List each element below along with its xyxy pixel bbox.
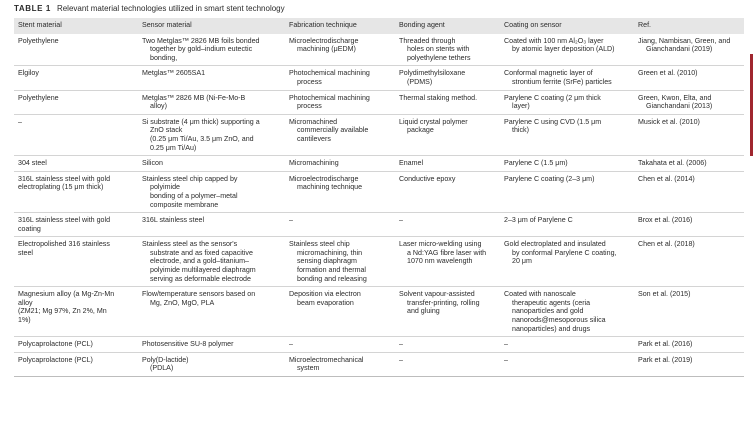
- sensor-material-cell: [138, 114, 285, 155]
- cell-line: Poly(D-lactide): [142, 355, 189, 364]
- cell-line: Gianchandani (2019): [646, 45, 713, 54]
- cell-line: steel: [18, 248, 33, 257]
- stent-material-cell: [14, 352, 138, 376]
- sensor-material-cell: [138, 156, 285, 172]
- cell-line: –: [504, 340, 508, 349]
- cell-line: Si substrate (4 μm thick) supporting a: [142, 117, 260, 126]
- cell-line: Stainless steel chip capped by: [142, 174, 238, 183]
- cell-line: therapeutic agents (ceria: [512, 298, 591, 307]
- cell-line: serving as deformable electrode: [150, 274, 251, 283]
- coating-cell: [500, 213, 634, 237]
- cell-line: alloy: [18, 298, 33, 307]
- cell-line: Thermal staking method.: [399, 93, 478, 102]
- cell-line: 304 steel: [18, 159, 47, 168]
- cell-line: Takahata et al. (2006): [638, 159, 707, 168]
- cell-line: Musick et al. (2010): [638, 117, 700, 126]
- cell-line: by conformal Parylene C coating,: [512, 248, 617, 257]
- cell-line: Park et al. (2019): [638, 355, 693, 364]
- bonding-agent-cell: [395, 114, 500, 155]
- bonding-agent-cell: [395, 287, 500, 337]
- sensor-material-cell: [138, 352, 285, 376]
- cell-line: cantilevers: [297, 134, 331, 143]
- bonding-agent-cell: [395, 34, 500, 66]
- coating-cell: [500, 156, 634, 172]
- materials-table: [14, 18, 744, 377]
- cell-line: Conductive epoxy: [399, 174, 456, 183]
- stent-material-cell: [14, 237, 138, 287]
- ref-cell: [634, 237, 744, 287]
- ref-cell: [634, 352, 744, 376]
- cell-line: coating: [18, 224, 41, 233]
- column-header-ref: Ref.: [634, 18, 744, 34]
- cell-line: nanoparticles and gold: [512, 307, 584, 316]
- cell-line: process: [297, 77, 322, 86]
- ref-cell: [634, 337, 744, 353]
- ref-cell: [634, 156, 744, 172]
- bonding-agent-cell: [395, 337, 500, 353]
- cell-line: 1%): [18, 316, 31, 325]
- cell-line: formation and thermal: [297, 266, 367, 275]
- column-header-coating-on-sensor: Coating on sensor: [500, 18, 634, 34]
- cell-line: 316L stainless steel with gold: [18, 216, 111, 225]
- cell-line: Son et al. (2015): [638, 290, 691, 299]
- cell-line: Polyethylene: [18, 93, 59, 102]
- coating-cell: [500, 171, 634, 212]
- cell-line: Magnesium alloy (a Mg-Zn-Mn: [18, 290, 115, 299]
- cell-line: 1070 nm wavelength: [407, 257, 473, 266]
- cell-line: thick): [512, 126, 529, 135]
- cell-line: polyimide multilayered diaphragm: [150, 266, 256, 275]
- cell-line: (PDMS): [407, 77, 433, 86]
- bonding-agent-cell: [395, 90, 500, 114]
- cell-line: –: [289, 340, 293, 349]
- cell-line: Threaded through: [399, 36, 456, 45]
- table-row: [14, 34, 744, 66]
- cell-line: (PDLA): [150, 364, 174, 373]
- stent-material-cell: [14, 171, 138, 212]
- coating-cell: [500, 352, 634, 376]
- fabrication-cell: [285, 213, 395, 237]
- fabrication-cell: [285, 114, 395, 155]
- table-body: [14, 34, 744, 377]
- cell-line: Mg, ZnO, MgO, PLA: [150, 298, 215, 307]
- cell-line: 316L stainless steel with gold: [18, 174, 111, 183]
- cell-line: Solvent vapour-assisted: [399, 290, 475, 299]
- column-header-fabrication-technique: Fabrication technique: [285, 18, 395, 34]
- cell-line: Stainless steel chip: [289, 240, 350, 249]
- cell-line: Chen et al. (2018): [638, 240, 695, 249]
- cell-line: Polyethylene: [18, 36, 59, 45]
- column-header-bonding-agent: Bonding agent: [395, 18, 500, 34]
- sensor-material-cell: [138, 34, 285, 66]
- cell-line: machining (μEDM): [297, 45, 356, 54]
- cell-line: (0.25 μm Ti/Au, 3.5 μm ZnO, and: [150, 134, 254, 143]
- bonding-agent-cell: [395, 66, 500, 90]
- stent-material-cell: [14, 337, 138, 353]
- cell-line: strontium ferrite (SrFe) particles: [512, 77, 612, 86]
- cell-line: Deposition via electron: [289, 290, 361, 299]
- cell-line: polyimide: [150, 183, 180, 192]
- cell-line: bonding,: [150, 53, 178, 62]
- stent-material-cell: [14, 114, 138, 155]
- coating-cell: [500, 66, 634, 90]
- cell-line: –: [18, 117, 22, 126]
- coating-cell: [500, 34, 634, 66]
- table-title: Relevant material technologies utilized in smart stent technology: [56, 4, 285, 13]
- cell-line: Photochemical machining: [289, 69, 370, 78]
- fabrication-cell: [285, 337, 395, 353]
- cell-line: Green et al. (2010): [638, 69, 698, 78]
- cell-line: system: [297, 364, 320, 373]
- fabrication-cell: [285, 237, 395, 287]
- table-label: TABLE 1: [14, 4, 51, 13]
- bonding-agent-cell: [395, 352, 500, 376]
- cell-line: Gianchandani (2013): [646, 102, 713, 111]
- cell-line: Jiang, Nambisan, Green, and: [638, 36, 731, 45]
- ref-cell: [634, 66, 744, 90]
- sensor-material-cell: [138, 66, 285, 90]
- cell-line: (ZM21; Mg 97%, Zn 2%, Mn: [18, 307, 107, 316]
- cell-line: Enamel: [399, 159, 424, 168]
- table-row: [14, 90, 744, 114]
- ref-cell: [634, 287, 744, 337]
- cell-line: commercially available: [297, 126, 369, 135]
- cell-line: Two Metglas™ 2826 MB foils bonded: [142, 36, 260, 45]
- cell-line: Polydimethylsiloxane: [399, 69, 466, 78]
- bonding-agent-cell: [395, 237, 500, 287]
- cell-line: sensing diaphragm: [297, 257, 357, 266]
- fabrication-cell: [285, 66, 395, 90]
- cell-line: substrate and as fixed capacitive: [150, 248, 253, 257]
- cell-line: Polycaprolactone (PCL): [18, 340, 93, 349]
- cell-line: process: [297, 102, 322, 111]
- table-row: [14, 213, 744, 237]
- stent-material-cell: [14, 287, 138, 337]
- cell-line: together by gold–indium eutectic: [150, 45, 253, 54]
- cell-line: beam evaporation: [297, 298, 354, 307]
- cell-line: Conformal magnetic layer of: [504, 69, 593, 78]
- cell-line: Parylene C (1.5 μm): [504, 159, 568, 168]
- cell-line: Electropolished 316 stainless: [18, 240, 110, 249]
- cell-line: Coated with nanoscale: [504, 290, 576, 299]
- cell-line: package: [407, 126, 434, 135]
- coating-cell: [500, 337, 634, 353]
- cell-line: Silicon: [142, 159, 163, 168]
- fabrication-cell: [285, 287, 395, 337]
- coating-cell: [500, 114, 634, 155]
- stent-material-cell: [14, 66, 138, 90]
- bonding-agent-cell: [395, 213, 500, 237]
- table-row: [14, 171, 744, 212]
- cell-line: Stainless steel as the sensor's: [142, 240, 238, 249]
- cell-line: Park et al. (2016): [638, 340, 693, 349]
- table-row: [14, 237, 744, 287]
- cell-line: Chen et al. (2014): [638, 174, 695, 183]
- cell-line: ZnO stack: [150, 126, 183, 135]
- cell-line: 2–3 μm of Parylene C: [504, 216, 573, 225]
- cell-line: polyethylene tethers: [407, 53, 471, 62]
- table-header-row: [14, 18, 744, 34]
- cell-line: micromachining, thin: [297, 248, 363, 257]
- coating-cell: [500, 237, 634, 287]
- ref-cell: [634, 171, 744, 212]
- cell-line: Micromachined: [289, 117, 338, 126]
- sensor-material-cell: [138, 237, 285, 287]
- cell-line: holes on stents with: [407, 45, 470, 54]
- table-row: [14, 66, 744, 90]
- cell-line: Polycaprolactone (PCL): [18, 355, 93, 364]
- table-row: [14, 337, 744, 353]
- cell-line: Parylene C coating (2–3 μm): [504, 174, 595, 183]
- ref-cell: [634, 34, 744, 66]
- cell-line: Parylene C using CVD (1.5 μm: [504, 117, 602, 126]
- fabrication-cell: [285, 156, 395, 172]
- ref-cell: [634, 114, 744, 155]
- stent-material-cell: [14, 34, 138, 66]
- cell-line: Gold electroplated and insulated: [504, 240, 606, 249]
- ref-cell: [634, 213, 744, 237]
- bonding-agent-cell: [395, 171, 500, 212]
- cell-line: Parylene C coating (2 μm thick: [504, 93, 601, 102]
- cell-line: electrode, and a gold–titanium–: [150, 257, 249, 266]
- cell-line: 316L stainless steel: [142, 216, 205, 225]
- ref-cell: [634, 90, 744, 114]
- cell-line: Microelectromechanical: [289, 355, 364, 364]
- table-row: [14, 287, 744, 337]
- table-row: [14, 114, 744, 155]
- cell-line: Metglas™ 2605SA1: [142, 69, 206, 78]
- cell-line: Photochemical machining: [289, 93, 370, 102]
- cell-line: Brox et al. (2016): [638, 216, 693, 225]
- cell-line: bonding of a polymer–metal: [150, 191, 238, 200]
- cell-line: bonding and releasing: [297, 274, 367, 283]
- sensor-material-cell: [138, 171, 285, 212]
- column-header-stent-material: Stent material: [14, 18, 138, 34]
- cell-line: Elgiloy: [18, 69, 39, 78]
- cell-line: Green, Kwon, Elta, and: [638, 93, 712, 102]
- sensor-material-cell: [138, 213, 285, 237]
- sensor-material-cell: [138, 337, 285, 353]
- cell-line: and gluing: [407, 307, 440, 316]
- cell-line: –: [504, 355, 508, 364]
- cell-line: nanorods@mesoporous silica: [512, 316, 606, 325]
- sensor-material-cell: [138, 287, 285, 337]
- cell-line: –: [399, 340, 403, 349]
- cell-line: Microelectrodischarge: [289, 174, 359, 183]
- stent-material-cell: [14, 213, 138, 237]
- cell-line: Microelectrodischarge: [289, 36, 359, 45]
- cell-line: transfer-printing, rolling: [407, 298, 480, 307]
- cell-line: Coated with 100 nm Al₂O₃ layer: [504, 36, 604, 45]
- cell-line: –: [399, 355, 403, 364]
- stent-material-cell: [14, 156, 138, 172]
- cell-line: composite membrane: [150, 200, 219, 209]
- cell-line: Liquid crystal polymer: [399, 117, 468, 126]
- fabrication-cell: [285, 34, 395, 66]
- cell-line: Photosensitive SU-8 polymer: [142, 340, 234, 349]
- fabrication-cell: [285, 352, 395, 376]
- sensor-material-cell: [138, 90, 285, 114]
- bonding-agent-cell: [395, 156, 500, 172]
- cell-line: –: [399, 216, 403, 225]
- cell-line: by atomic layer deposition (ALD): [512, 45, 615, 54]
- cell-line: a Nd:YAG fibre laser with: [407, 248, 487, 257]
- cell-line: nanoparticles) and drugs: [512, 324, 591, 333]
- table-row: [14, 352, 744, 376]
- coating-cell: [500, 287, 634, 337]
- cell-line: 0.25 μm Ti/Au): [150, 143, 197, 152]
- cell-line: layer): [512, 102, 530, 111]
- cell-line: Flow/temperature sensors based on: [142, 290, 256, 299]
- table-row: [14, 156, 744, 172]
- cell-line: 20 μm: [512, 257, 532, 266]
- cell-line: Laser micro-welding using: [399, 240, 482, 249]
- stent-material-cell: [14, 90, 138, 114]
- fabrication-cell: [285, 171, 395, 212]
- cell-line: alloy): [150, 102, 167, 111]
- cell-line: Micromachining: [289, 159, 339, 168]
- cell-line: machining technique: [297, 183, 363, 192]
- coating-cell: [500, 90, 634, 114]
- fabrication-cell: [285, 90, 395, 114]
- cell-line: –: [289, 216, 293, 225]
- column-header-sensor-material: Sensor material: [138, 18, 285, 34]
- cell-line: Metglas™ 2826 MB (Ni-Fe-Mo-B: [142, 93, 246, 102]
- cell-line: electroplating (15 μm thick): [18, 183, 104, 192]
- table-caption: [14, 4, 285, 14]
